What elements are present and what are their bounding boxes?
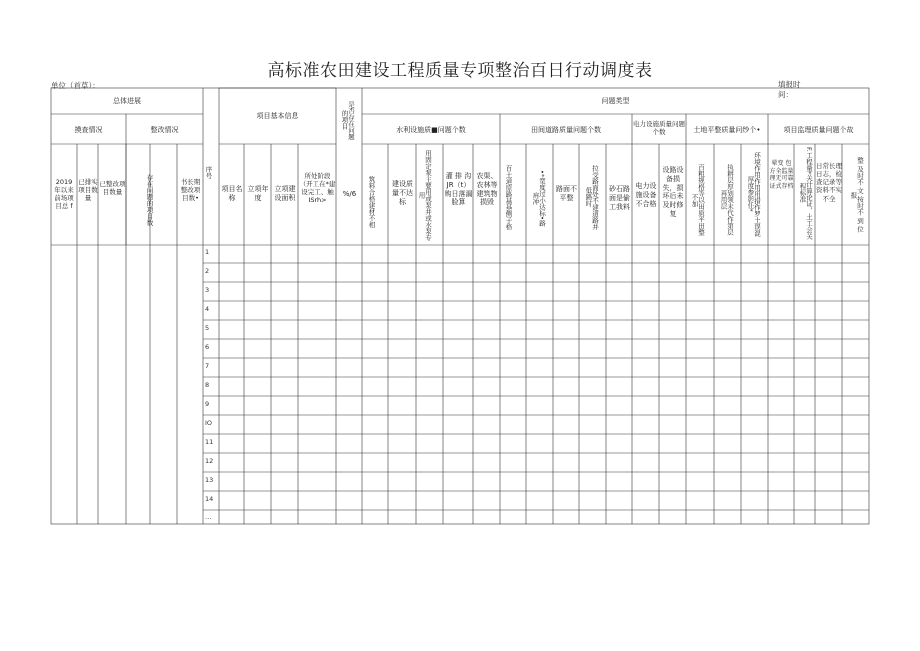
header-r3: 路面不平整 xyxy=(556,185,577,202)
header-p1: 电力设施设备不合格 xyxy=(635,182,657,208)
row-number: 11 xyxy=(205,438,214,446)
header-power: 电力设施质量问题个数 xyxy=(633,120,685,137)
header-w2: 建设质量不达标 xyxy=(392,180,413,206)
header-r2: •*宽度过小达标•路 肩冲 xyxy=(531,169,546,227)
header-2019-projects: 2019 年以来前场项目总 f xyxy=(54,178,74,211)
header-water: 水利设施质■问题个数 xyxy=(396,126,466,134)
header-s2: F.工程量*关计算论证，土工会关程标准 xyxy=(798,146,813,240)
header-l2: 执耕层厚划领未代作第层再用层 xyxy=(719,164,734,236)
row-number: IO xyxy=(205,419,213,427)
fill-date-label: 填报时 间： xyxy=(778,80,801,99)
header-investigation: 摸查情况 xyxy=(74,126,103,134)
header-year: 立项年度 xyxy=(247,185,269,202)
header-stage: 所处阶段（开工在*建设完工、触 ISrh> xyxy=(299,172,336,205)
row-number: … xyxy=(205,513,212,521)
header-problem-type: 问题类型 xyxy=(601,97,630,105)
header-r5: 砂石路面是偷工我料 xyxy=(609,185,630,211)
header-long-rectification: 书长期整改项目数• xyxy=(180,178,201,203)
header-s4: 整 及时不 文 按时不 到 位 报 xyxy=(849,157,864,233)
header-w4: 灌 排 沟 JR（t）购日落漏脸算 xyxy=(444,172,473,207)
header-l1: 百粗规格等以田质平田整不加 xyxy=(690,164,705,236)
header-total-progress: 总体进展 xyxy=(113,97,141,105)
row-number: 14 xyxy=(205,495,214,503)
header-problem-items: 存在问题的项目数 xyxy=(145,174,154,226)
header-project-name: 项目名称 xyxy=(221,185,243,202)
row-number: 13 xyxy=(205,476,214,484)
header-supervision: 项目监理质量问题个故 xyxy=(783,126,854,134)
header-p2: 设路设备损失，损坏后未及时修复 xyxy=(662,166,684,218)
row-number: 3 xyxy=(205,286,210,294)
header-w1: 筑料合格建材不相 xyxy=(367,176,376,228)
page-title: 高标准农田建设工程质量专项整治百日行动调度表 xyxy=(267,61,653,81)
row-number: 5 xyxy=(205,324,210,332)
header-road: 田间道路质量问题个数 xyxy=(531,126,601,134)
header-checked-count: 已排实项目数量 xyxy=(78,178,98,203)
row-number: 12 xyxy=(205,457,214,465)
header-rectification: 整改情况 xyxy=(150,126,179,134)
row-number: 2 xyxy=(205,267,210,275)
header-pct: %/6 xyxy=(342,190,357,198)
header-w3: 用固定泵主要用或泵井或水泵专用 xyxy=(417,149,432,241)
unit-label: 单位（首草）： xyxy=(51,81,100,90)
header-land: 土地平整质量问纱个• xyxy=(693,126,761,134)
row-number: 4 xyxy=(205,305,210,313)
row-number: 9 xyxy=(205,400,210,408)
header-project-info: 项目基本信息 xyxy=(256,112,299,120)
header-r1: 百土道原路基基侧子格 xyxy=(504,164,513,230)
header-build-area: 立项建设面积 xyxy=(274,185,296,202)
row-number: 6 xyxy=(205,343,210,351)
header-r4: 拉受路面处不建道路并低路时 xyxy=(584,164,599,230)
header-seq: 序号 xyxy=(204,165,213,179)
row-number: 1 xyxy=(205,248,210,256)
row-number: 7 xyxy=(205,362,210,370)
header-w5: 农渠、农林等建筑物损毁 xyxy=(476,172,498,207)
row-number: 8 xyxy=(205,381,210,389)
header-l3: 环境作用作用用措作罗土误混厚度参影任* xyxy=(746,151,761,237)
header-s3: 日常长理日志，检查记录等资料不实不全 xyxy=(816,162,842,203)
header-is-problem: 是否存在问题的项目 xyxy=(340,100,355,140)
header-rectified-count: 已整改项目数量 xyxy=(99,180,126,197)
header-s1: 晕变 包方全监量理无可靠证式存档 xyxy=(769,160,794,190)
